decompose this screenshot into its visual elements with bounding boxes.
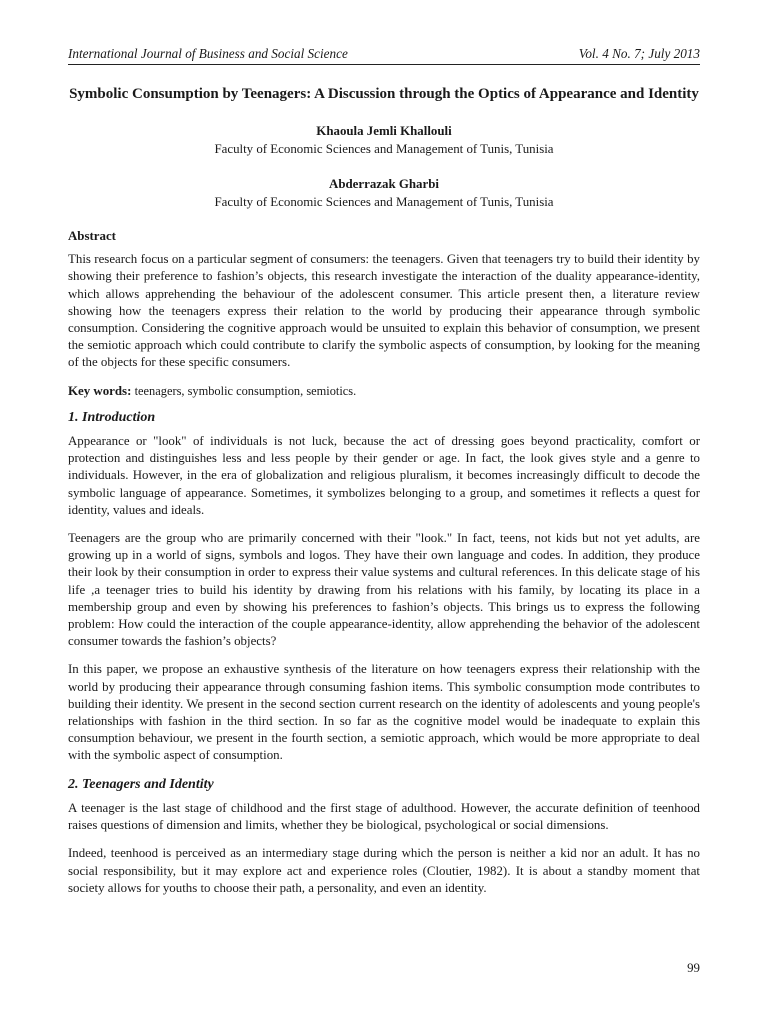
volume-info: Vol. 4 No. 7; July 2013 bbox=[578, 46, 700, 61]
keywords-text: teenagers, symbolic consumption, semiotics. bbox=[134, 383, 357, 398]
paragraph: Teenagers are the group who are primarily concerned with their "look." In fact, teens, not kids but not yet adults, are growing up in a world of signs, symbols and logos. They have their own language and codes. In addition, they produce their look by their consumption in order to express their value systems and cultural references. In this delicate stage of his life ,a teenager tries to build his identity by drawing from his relations with his family, by locating its place in a membership group and even by showing his preferences to fashion’s objects. This brings us to express the following problem: How could the interaction of the couple appearance-identity, allow apprehending the behavior of the adolescent consumer towards the fashion’s objects? bbox=[68, 531, 700, 649]
author-affiliation: Faculty of Economic Sciences and Management of Tunis, Tunisia bbox=[214, 142, 554, 156]
article-title: Symbolic Consumption by Teenagers: A Discussion through the Optics of Appearance and Identity bbox=[69, 86, 699, 102]
keywords bbox=[68, 383, 700, 400]
paragraph: Indeed, teenhood is perceived as an intermediary stage during which the person is neither a kid nor an adult. It has no social responsibility, but it may explore act and experience roles (Cloutier, 1982). It is about a standby moment that society allows for youths to choose their path, a personality, and even an identity. bbox=[68, 846, 700, 895]
header-rule bbox=[68, 64, 700, 65]
author-name: Abderrazak Gharbi bbox=[329, 177, 439, 191]
author-name: Khaoula Jemli Khallouli bbox=[316, 124, 452, 138]
paragraph: In this paper, we propose an exhaustive synthesis of the literature on how teenagers express their relationship with the world by producing their appearance through consuming fashion items. This symbolic consumption mode contributes to building their identity. We present in the second section current research on the identity of adolescents and young people's relationships with fashion in the third section. In so far as the cognitive model would be inadequate to explain this consumption behaviour, we present in the fourth section, a semiotic approach, which would be more appropriate to deal with the symbolic aspect of consumption. bbox=[68, 662, 700, 763]
abstract-text: This research focus on a particular segment of consumers: the teenagers. Given that teenagers try to build their identity by showing their preference to fashion’s objects, this research investigate the interaction of the duality appearance-identity, which allows apprehending the behaviour of the adolescent consumer. This article present then, a literature review showing how the teenagers express their relation to the world by producing their appearance through symbolic consumption. Considering the cognitive approach would be unsuited to explain this behavior of consumption, we present the semiotic approach which could contribute to clarify the symbolic aspects of consumption, by looking for the meaning of the objects for these specific consumers. bbox=[68, 252, 700, 370]
author-affiliation: Faculty of Economic Sciences and Management of Tunis, Tunisia bbox=[214, 195, 554, 209]
article-content bbox=[68, 85, 700, 908]
page-number: 99 bbox=[687, 961, 700, 975]
paragraph: Appearance or "look" of individuals is not luck, because the act of dressing goes beyond practicality, comfort or protection and distinguishes less and less people by their gender or age. In fact, the look gives style and a genre to individuals. However, in the era of globalization and religious pluralism, it becomes increasingly difficult to decode the symbolic language of appearance. Sometimes, it symbolizes belonging to a group, and sometimes it reflects a quest for identity, values and ideals. bbox=[68, 434, 700, 517]
author-block bbox=[68, 122, 700, 158]
section-heading: 1. Introduction bbox=[68, 409, 156, 425]
paragraph: A teenager is the last stage of childhood and the first stage of adulthood. However, the accurate definition of teenhood raises questions of dimension and limits, whether they be biological, psychological or social dimensions. bbox=[68, 800, 700, 833]
author-block bbox=[68, 175, 700, 211]
section-heading: 2. Teenagers and Identity bbox=[68, 776, 214, 792]
abstract-heading: Abstract bbox=[68, 229, 116, 243]
keywords-label: Key words: bbox=[68, 383, 132, 398]
journal-name: International Journal of Business and Social Science bbox=[68, 46, 348, 61]
running-header bbox=[68, 45, 700, 63]
